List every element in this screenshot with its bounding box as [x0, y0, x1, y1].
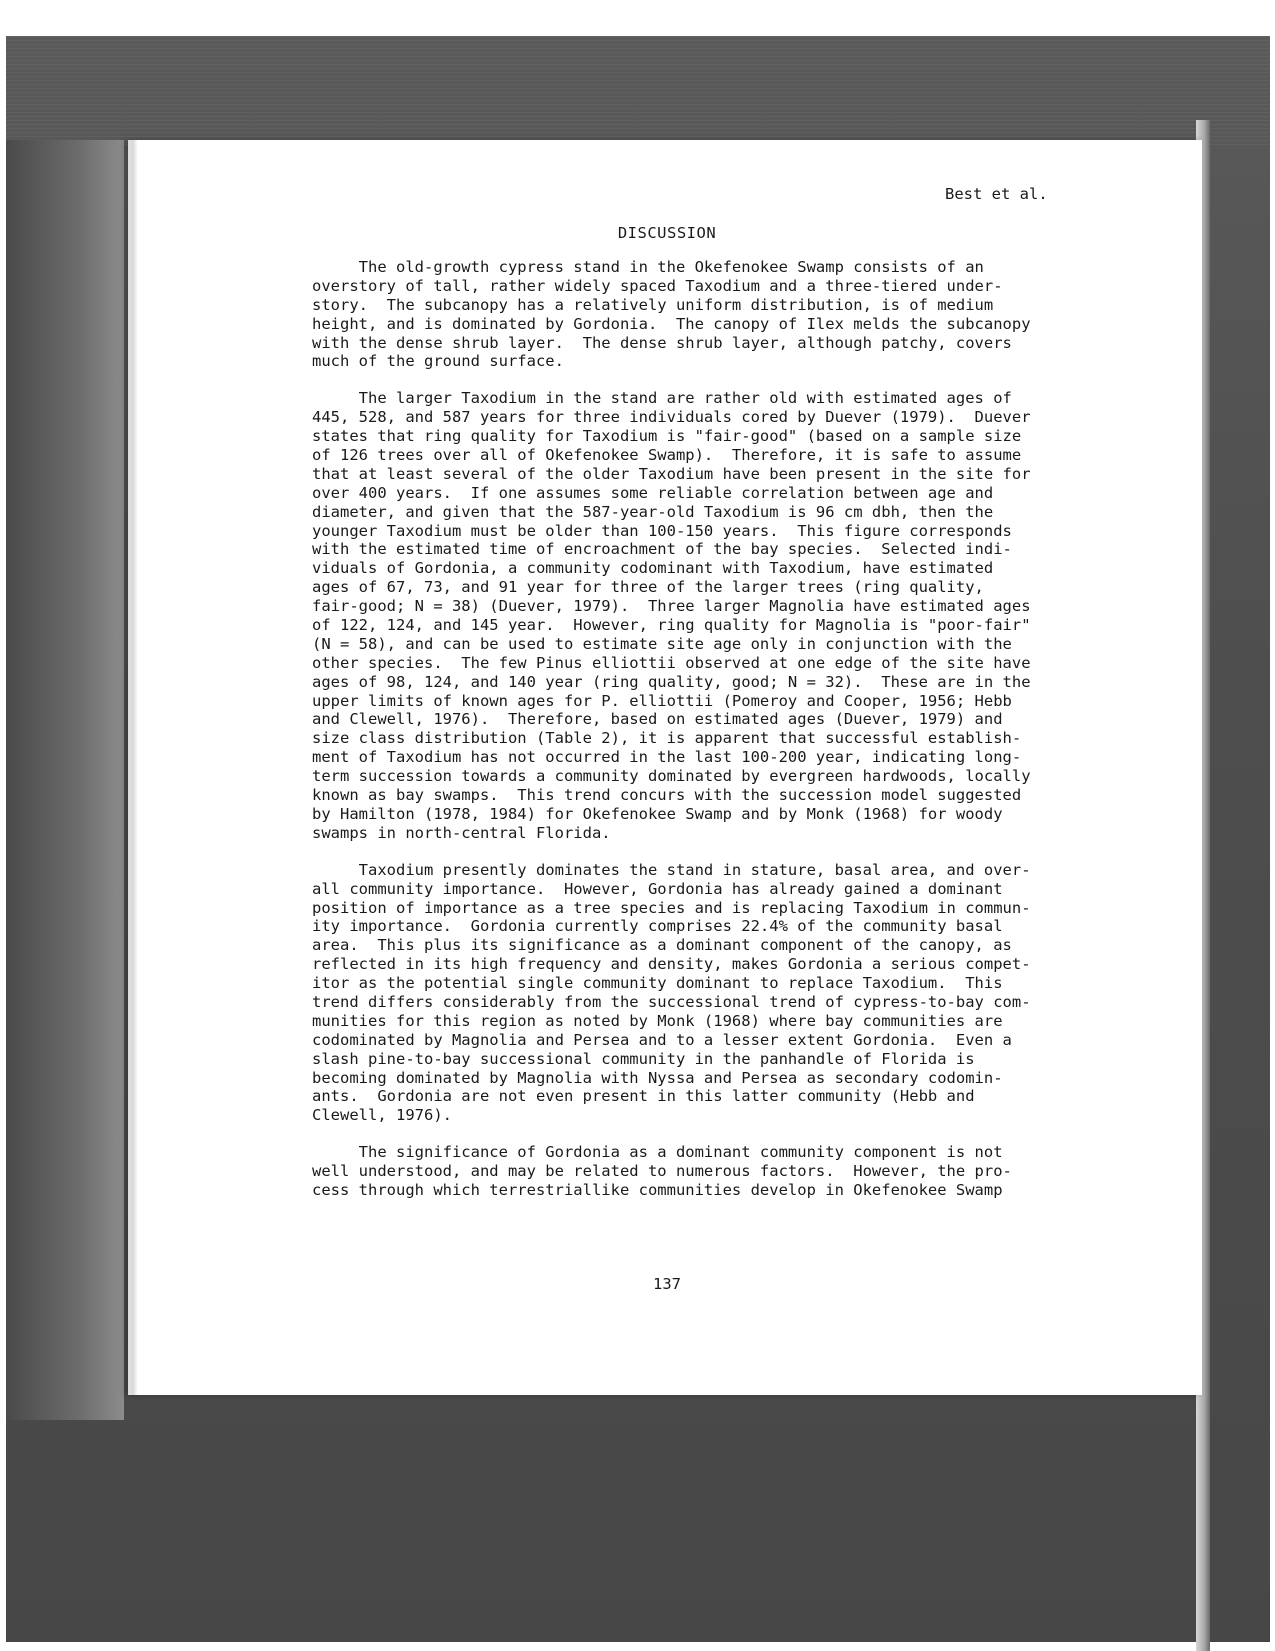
text-line: ants. Gordonia are not even present in this latter community (Hebb and [312, 1087, 975, 1106]
text-line: states that ring quality for Taxodium is "fair-good" (based on a sample size [312, 427, 1022, 446]
text-line: younger Taxodium must be older than 100-150 years. This figure corresponds [312, 521, 1012, 540]
text-line: Taxodium presently dominates the stand in stature, basal area, and over- [312, 860, 1031, 879]
text-line: viduals of Gordonia, a community codominant with Taxodium, have estimated [312, 559, 994, 578]
text-line: slash pine-to-bay successional community in the panhandle of Florida is [312, 1049, 975, 1068]
text-line: 445, 528, and 587 years for three individuals cored by Duever (1979). Duever [312, 408, 1031, 427]
text-line: that at least several of the older Taxodium have been present in the site for [312, 464, 1031, 483]
text-line: of 126 trees over all of Okefenokee Swamp). Therefore, it is safe to assume [312, 446, 1022, 465]
text-line: The old-growth cypress stand in the Okefenokee Swamp consists of an [312, 258, 984, 276]
text-line: codominated by Magnolia and Persea and to a lesser extent Gordonia. Even a [312, 1030, 1012, 1049]
text-line: becoming dominated by Magnolia with Nyssa and Persea as secondary codomin- [312, 1068, 1003, 1087]
text-line: well understood, and may be related to numerous factors. However, the pro- [312, 1162, 1012, 1181]
text-line: ages of 67, 73, and 91 year for three of the larger trees (ring quality, [312, 578, 984, 597]
text-line: upper limits of known ages for P. elliottii (Pomeroy and Cooper, 1956; Hebb [312, 691, 1012, 710]
text-line: Clewell, 1976). [312, 1106, 452, 1125]
paragraph [312, 258, 1032, 371]
text-line: trend differs considerably from the successional trend of cypress-to-bay com- [312, 992, 1031, 1011]
text-line: diameter, and given that the 587-year-old Taxodium is 96 cm dbh, then the [312, 502, 994, 521]
text-line: known as bay swamps. This trend concurs with the succession model suggested [312, 786, 1022, 805]
text-line: itor as the potential single community dominant to replace Taxodium. This [312, 974, 1003, 993]
text-line: term succession towards a community dominated by evergreen hardwoods, locally [312, 767, 1031, 786]
text-line: over 400 years. If one assumes some reliable correlation between age and [312, 483, 994, 502]
text-line: munities for this region as noted by Monk (1968) where bay communities are [312, 1011, 1003, 1030]
document-page [128, 140, 1202, 1395]
text-line: ity importance. Gordonia currently comprises 22.4% of the community basal [312, 917, 1003, 936]
text-line: ages of 98, 124, and 140 year (ring quality, good; N = 32). These are in the [312, 672, 1031, 691]
body-text [312, 258, 1032, 1218]
text-line: with the estimated time of encroachment of the bay species. Selected indi- [312, 540, 1012, 559]
text-line: story. The subcanopy has a relatively uniform distribution, is of medium [312, 295, 994, 314]
text-line: and Clewell, 1976). Therefore, based on estimated ages (Duever, 1979) and [312, 710, 1003, 729]
running-head: Best et al. [945, 185, 1048, 203]
text-line: ment of Taxodium has not occurred in the last 100-200 year, indicating long- [312, 748, 1022, 767]
text-line: height, and is dominated by Gordonia. The canopy of Ilex melds the subcanopy [312, 314, 1031, 333]
text-line: with the dense shrub layer. The dense shrub layer, although patchy, covers [312, 333, 1012, 352]
binding-shadow [6, 140, 124, 1420]
page-number: 137 [653, 1275, 681, 1293]
text-line: fair-good; N = 38) (Duever, 1979). Three larger Magnolia have estimated ages [312, 597, 1031, 616]
text-line: all community importance. However, Gordonia has already gained a dominant [312, 879, 1003, 898]
text-line: other species. The few Pinus elliottii observed at one edge of the site have [312, 653, 1031, 672]
text-line: much of the ground surface. [312, 352, 564, 371]
section-title: DISCUSSION [617, 224, 717, 242]
paragraph [312, 1143, 1032, 1200]
text-line: (N = 58), and can be used to estimate site age only in conjunction with the [312, 634, 1012, 653]
paragraph [312, 861, 1032, 1125]
paragraph [312, 389, 1032, 842]
text-line: cess through which terrestriallike communities develop in Okefenokee Swamp [312, 1180, 1003, 1199]
text-line: overstory of tall, rather widely spaced Taxodium and a three-tiered under- [312, 276, 1003, 295]
text-line: by Hamilton (1978, 1984) for Okefenokee Swamp and by Monk (1968) for woody [312, 804, 1003, 823]
text-line: The larger Taxodium in the stand are rather old with estimated ages of [312, 389, 1012, 408]
text-line: of 122, 124, and 145 year. However, ring quality for Magnolia is "poor-fair" [312, 616, 1031, 635]
text-line: area. This plus its significance as a dominant component of the canopy, as [312, 936, 1012, 955]
text-line: size class distribution (Table 2), it is apparent that successful establish- [312, 729, 1022, 748]
text-line: swamps in north-central Florida. [312, 823, 611, 842]
text-line: position of importance as a tree species and is replacing Taxodium in commun- [312, 898, 1031, 917]
text-line: reflected in its high frequency and density, makes Gordonia a serious compet- [312, 955, 1031, 974]
text-line: The significance of Gordonia as a dominant community component is not [312, 1143, 1003, 1162]
